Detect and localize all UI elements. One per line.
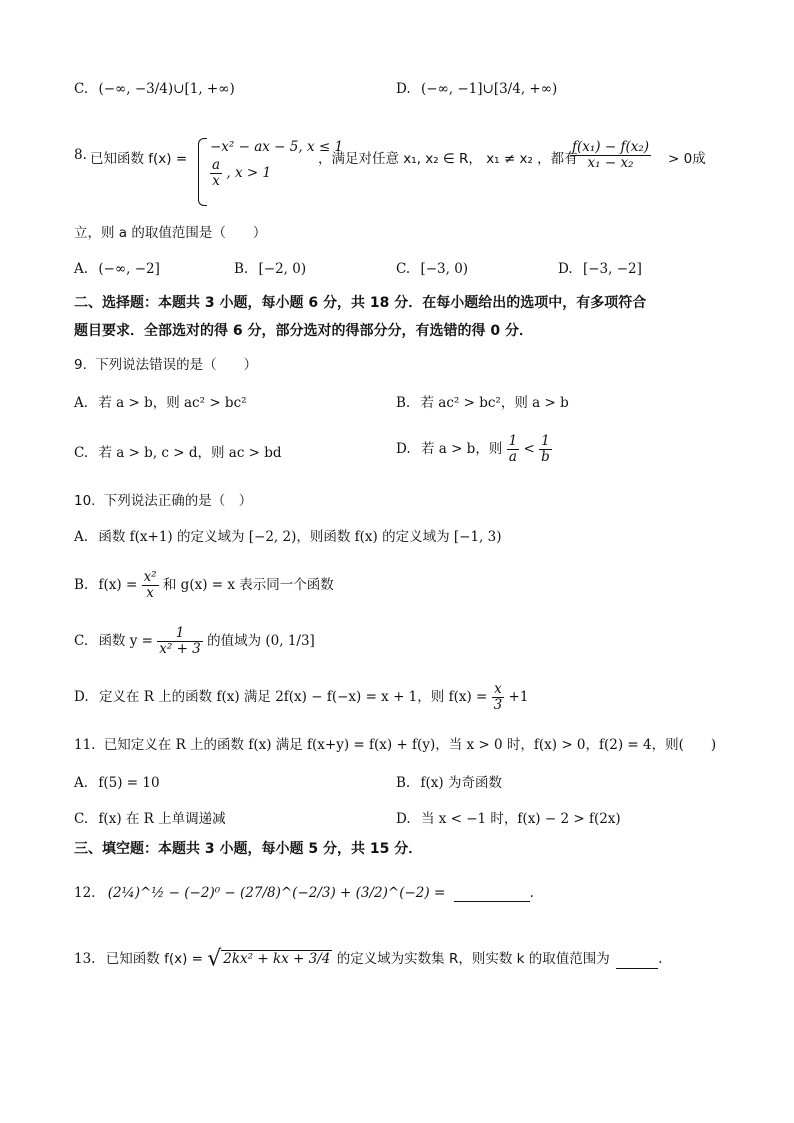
denominator: b — [541, 449, 550, 465]
question-number: 13. — [74, 951, 96, 967]
q11-option-a — [74, 774, 160, 792]
piece2-condition: , x > 1 — [226, 165, 272, 181]
option-letter: B. — [396, 395, 411, 411]
q8-option-d — [558, 260, 642, 278]
option-letter: A. — [74, 775, 89, 791]
question-stem: 已知定义在 R 上的函数 f(x) 满足 f(x+y) = f(x) + f(y)，当 x > 0 时，f(x) > 0，f(2) = 4，则( ) — [103, 737, 717, 753]
option-letter: D. — [558, 261, 573, 277]
option-letter: C. — [396, 261, 411, 277]
q9-option-d — [396, 434, 552, 465]
answer-blank[interactable] — [454, 887, 530, 902]
q10-option-d — [74, 682, 528, 713]
option-text: 函数 f(x+1) 的定义域为 [−2, 2)，则函数 f(x) 的定义域为 [−1, 3) — [98, 529, 502, 545]
q11-option-b — [396, 774, 502, 792]
option-letter: C. — [74, 81, 89, 97]
fraction-one-over-a — [507, 434, 520, 465]
q11-option-d — [396, 810, 621, 828]
difference-quotient-fraction — [570, 140, 651, 171]
q8-number: 8. — [74, 147, 87, 163]
answer-blank[interactable] — [616, 954, 658, 969]
denominator: 3 — [493, 697, 503, 713]
option-letter: A. — [74, 261, 89, 277]
option-text-tail: +1 — [508, 689, 529, 705]
q13-stem-post: 的定义域为实数集 R，则实数 k 的取值范围为 — [336, 951, 610, 967]
numerator: 1 — [157, 626, 203, 642]
difference-quotient-denominator: x₁ − x₂ — [587, 155, 634, 171]
fraction-x-over-3 — [492, 682, 505, 713]
q10-option-a — [74, 528, 502, 546]
q11-stem — [74, 736, 716, 754]
radicand: 2kx² + kx + 3/4 — [223, 951, 331, 967]
q9-stem — [74, 356, 257, 374]
option-text: [−3, 0) — [420, 261, 469, 277]
option-letter: A. — [74, 529, 89, 545]
q8-piece2 — [210, 158, 271, 189]
numerator: x — [492, 682, 505, 698]
numerator: 1 — [508, 433, 518, 449]
option-text: 定义在 R 上的函数 f(x) 满足 2f(x) − f(−x) = x + 1，则 f(x) = — [98, 689, 488, 705]
q9-option-b — [396, 394, 569, 412]
option-letter: B. — [234, 261, 249, 277]
option-text: f(x) 为奇函数 — [420, 775, 502, 791]
option-letter: B. — [74, 577, 89, 593]
option-letter: C. — [74, 633, 89, 649]
denominator: x — [146, 585, 154, 601]
fraction-one-over-x2-plus-3 — [157, 626, 203, 657]
q9-option-c — [74, 444, 282, 462]
q10-option-c — [74, 626, 315, 657]
option-letter: D. — [74, 689, 89, 705]
option-letter: A. — [74, 395, 89, 411]
option-letter: C. — [74, 445, 89, 461]
less-than: < — [523, 441, 535, 457]
denominator: a — [508, 449, 517, 465]
section3-heading: 三、填空题：本题共 3 小题，每小题 5 分，共 15 分． — [74, 841, 423, 857]
q8-option-c — [396, 260, 468, 278]
option-text: 若 a > b，则 ac² > bc² — [98, 395, 247, 411]
piece2-fraction — [210, 158, 222, 189]
option-text-tail: 和 g(x) = x 表示同一个函数 — [162, 577, 334, 593]
section2-heading-line2: 题目要求．全部选对的得 6 分，部分选对的得部分分，有选错的得 0 分． — [74, 323, 533, 339]
sqrt-sign: √ — [207, 946, 222, 972]
q8-stem-end: > 0成 — [668, 151, 706, 167]
q12-line — [74, 884, 534, 902]
piece2-denominator: x — [212, 173, 220, 189]
option-text: f(x) = — [98, 577, 138, 593]
option-text: 函数 y = — [98, 633, 153, 649]
option-text: 若 a > b, c > d，则 ac > bd — [98, 445, 282, 461]
question-stem: 下列说法错误的是（ ） — [95, 357, 258, 373]
option-text: 当 x < −1 时，f(x) − 2 > f(2x) — [420, 811, 621, 827]
q13-line — [74, 946, 663, 972]
difference-quotient-numerator: f(x₁) − f(x₂) — [572, 139, 650, 155]
piece2-numerator: a — [212, 157, 221, 173]
q7-option-d — [396, 80, 557, 98]
q10-stem — [74, 492, 252, 510]
option-letter: D. — [396, 441, 411, 457]
option-letter: D. — [396, 811, 411, 827]
option-text: f(x) 在 R 上单调递减 — [98, 811, 226, 827]
option-text: [−2, 0) — [258, 261, 307, 277]
range-value: (0, 1/3] — [265, 633, 315, 649]
option-text: 若 ac² > bc²，则 a > b — [420, 395, 569, 411]
option-text-mid: 的值域为 — [207, 633, 262, 649]
option-letter: B. — [396, 775, 411, 791]
option-text: (−∞, −2] — [98, 261, 160, 277]
fraction-x-squared-over-x — [142, 570, 159, 601]
q13-stem-pre: 已知函数 f(x) = — [105, 951, 203, 967]
option-text: (−∞, −3/4)∪[1, +∞) — [98, 81, 235, 97]
question-number: 9. — [74, 357, 87, 373]
option-text: (−∞, −1]∪[3/4, +∞) — [420, 81, 558, 97]
option-text: 若 a > b，则 — [420, 441, 503, 457]
section2-heading-line1: 二、选择题：本题共 3 小题，每小题 6 分，共 18 分．在每小题给出的选项中，有多项符合 — [74, 295, 647, 311]
q7-option-c — [74, 80, 235, 98]
piecewise-brace — [198, 138, 207, 206]
option-text: f(5) = 10 — [98, 775, 160, 791]
option-text: [−3, −2] — [582, 261, 642, 277]
question-number: 11. — [74, 737, 96, 753]
period: . — [658, 951, 663, 967]
q12-expression: (2¼)^½ − (−2)⁰ − (27/8)^(−2/3) + (3/2)^(−2) = — [107, 885, 446, 901]
q8-piece1: −x² − ax − 5, x ≤ 1 — [210, 139, 344, 155]
numerator: x² — [143, 569, 157, 585]
q8-option-a — [74, 260, 160, 278]
question-number: 12. — [74, 885, 96, 901]
q9-option-a — [74, 394, 247, 412]
denominator: x² + 3 — [159, 641, 201, 657]
q8-difference-quotient — [570, 140, 651, 171]
q8-stem-pre: 已知函数 f(x) = — [90, 151, 188, 167]
q10-option-b — [74, 570, 334, 601]
q8-stem-mid: ，满足对任意 x₁, x₂ ∈ R， x₁ ≠ x₂ ，都有 — [318, 151, 578, 167]
question-number: 10. — [74, 493, 96, 509]
question-stem: 下列说法正确的是（ ） — [103, 493, 253, 509]
q11-option-c — [74, 810, 226, 828]
q8-stem-line2: 立，则 a 的取值范围是（ ） — [74, 225, 267, 241]
option-letter: D. — [396, 81, 411, 97]
fraction-one-over-b — [539, 434, 552, 465]
numerator: 1 — [539, 434, 552, 450]
period: . — [529, 885, 534, 901]
option-letter: C. — [74, 811, 89, 827]
q8-option-b — [234, 260, 306, 278]
